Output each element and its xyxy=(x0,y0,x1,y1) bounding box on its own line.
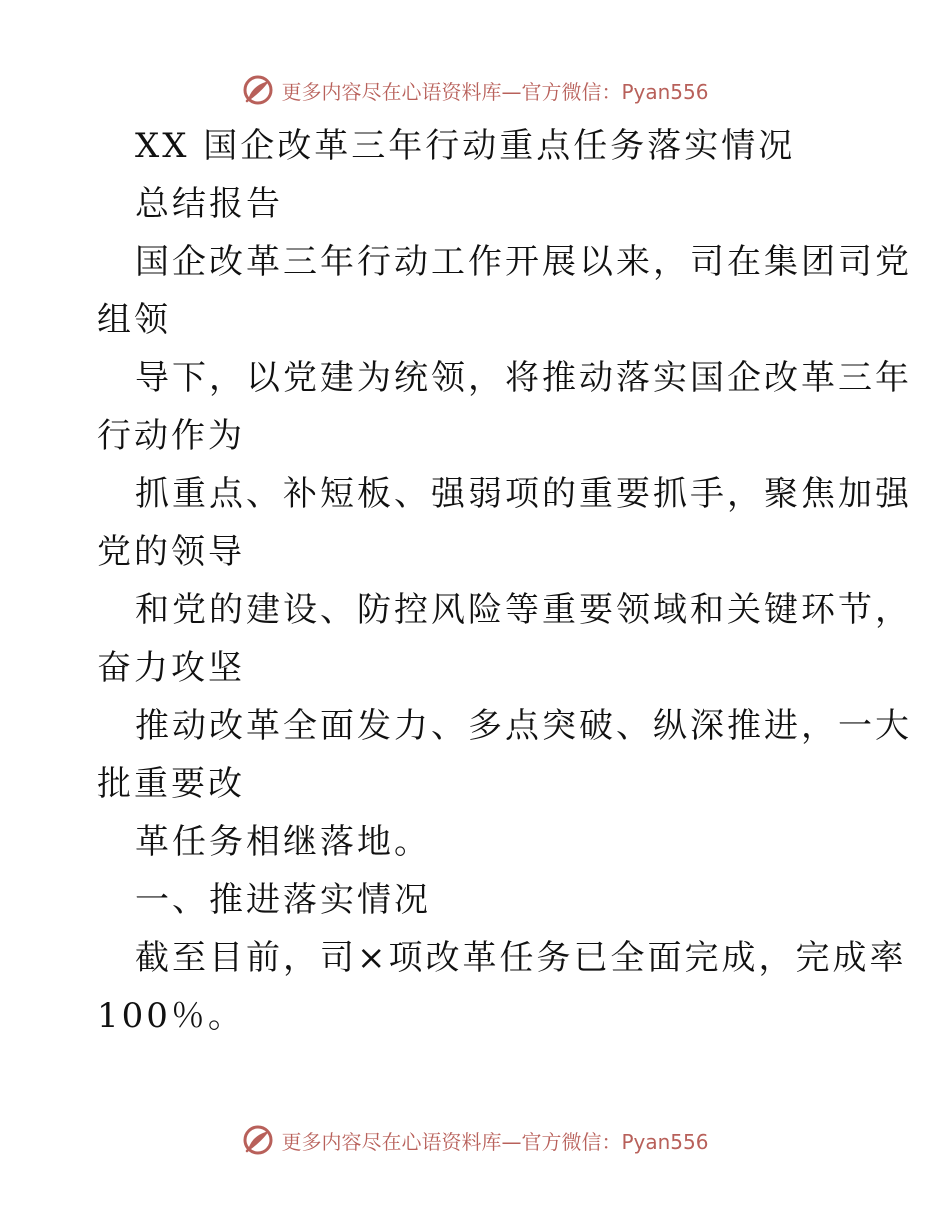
paragraph-line: 推动改革全面发力、多点突破、纵深推进，一大 xyxy=(135,706,912,746)
document-title: XX 国企改革三年行动重点任务落实情况 xyxy=(135,126,796,166)
paragraph-line: 奋力攻坚 xyxy=(97,648,245,688)
watermark-text: 更多内容尽在心语资料库—官方微信：Pyan556 xyxy=(281,1129,709,1154)
logo-emblem-icon xyxy=(241,73,275,107)
paragraph-line: 抓重点、补短板、强弱项的重要抓手，聚焦加强 xyxy=(135,474,912,514)
paragraph-line: 行动作为 xyxy=(97,416,245,456)
watermark-text: 更多内容尽在心语资料库—官方微信：Pyan556 xyxy=(281,79,709,104)
paragraph-line: 革任务相继落地。 xyxy=(135,822,431,862)
paragraph-line: 组领 xyxy=(97,300,171,340)
footer-watermark xyxy=(0,1120,950,1160)
paragraph-line: 导下，以党建为统领，将推动落实国企改革三年 xyxy=(135,358,912,398)
paragraph-line: 和党的建设、防控风险等重要领域和关键环节， xyxy=(135,590,912,630)
paragraph-line: 批重要改 xyxy=(97,764,245,804)
section-heading: 一、推进落实情况 xyxy=(135,880,431,920)
document-subtitle: 总结报告 xyxy=(135,184,283,224)
paragraph-line: 国企改革三年行动工作开展以来，司在集团司党 xyxy=(135,242,912,282)
logo-emblem-icon xyxy=(241,1123,275,1157)
paragraph-line: 100％。 xyxy=(97,996,245,1036)
header-watermark xyxy=(0,70,950,110)
paragraph-line: 党的领导 xyxy=(97,532,245,572)
paragraph-line: 截至目前，司×项改革任务已全面完成，完成率 xyxy=(135,938,907,978)
